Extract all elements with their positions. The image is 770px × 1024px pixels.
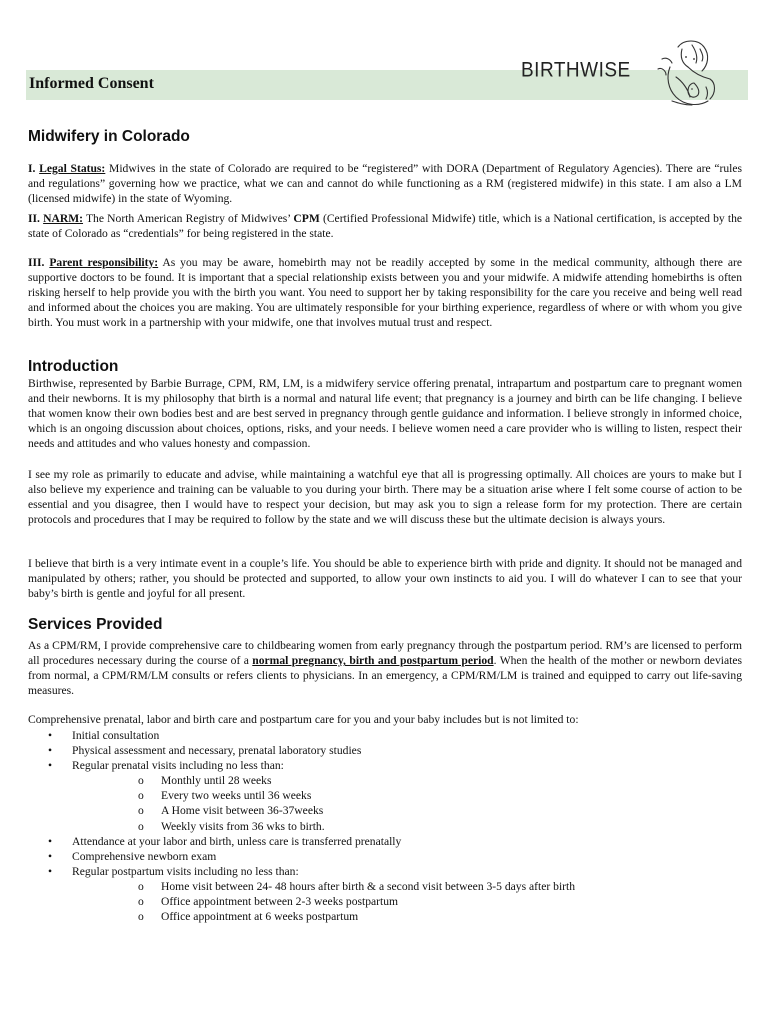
sub-list-item: o Monthly until 28 weeks [72,773,742,788]
list-item: • Physical assessment and necessary, prenatal laboratory studies [28,743,742,758]
intro-text-1: Birthwise, represented by Barbie Burrage, CPM, RM, LM, is a midwifery service offering prenatal, intrapartum and postpartum care to pregnant women and their newborns. It is my philosophy that birth is a normal and natural life event; that pregnancy is a journey and birth can be life changing. I believe that women know their own bodies best and are best served in pregnancy through gentle guidance and information. I believe strongly in informed choice, which is an ongoing discussion about choices, options, risks, and your needs. I believe women need a care provider who is willing to listen, respect their needs and attitudes and who values honesty and compassion. [28,377,742,451]
brand-name: BIRTHWISE [521,58,631,82]
parent-text: As you may be aware, homebirth may not be readily accepted by some in the medical community, although there are supportive doctors to be found. It is important that a special relationship exists between you and your midwife. A midwife attending homebirths is often risking herself to help provide you with the birth you want. You need to support her by taking responsibility for the care you receive and being well read and informed about the choices you are making. You are ultimately responsible for your birthing experience, regardless of where or with whom you give birth. You must work in a partnership with your midwife, one that involves mutual trust and respect. [28,256,742,330]
intro-text-3: I believe that birth is a very intimate event in a couple’s life. You should be able to experience birth with pride and dignity. It should not be managed and manipulated by others; rather, you should be protected and supported, to allow your own instincts to aid you. I will do whatever I can to see that your baby’s birth is gentle and joyful for all present. [28,557,742,601]
parent-label: Parent responsibility: [49,256,159,269]
intro-paragraph-1 [28,376,742,451]
sub-list-item: o A Home visit between 36-37weeks [72,803,742,818]
intro-text-2: I see my role as primarily to educate and advise, while maintaining a watchful eye that all is progressing optimally. All choices are yours to make but I also believe my experience and training can be valuable to you during your birth. There may be a situation arise where I felt some course of action to be essential and you disagree, then I would have to respect your decision, but may ask you to sign a release form for my protection. There are certain protocols and procedures that I may be required to follow by the state and we will discuss these but the ultimate decision is always yours. [28,468,742,527]
list-item: • Comprehensive newborn exam [28,849,742,864]
narm-text-2: (Certified Professional Midwife) title, which is a National certification, is accepted by the state of Colorado as “credentials” for being registered in the state. [28,212,743,241]
list-item: • Attendance at your labor and birth, unless care is transferred prenatally [28,834,742,849]
sub-list-item: o Office appointment between 2-3 weeks postpartum [72,894,742,909]
parent-number: III. [28,256,45,269]
services-list-intro-text: Comprehensive prenatal, labor and birth care and postpartum care for you and your baby includes but is not limited to: [28,713,579,726]
list-item: • Initial consultation [28,728,742,743]
legal-status-text: Midwives in the state of Colorado are required to be “registered” with DORA (Department of Regulatory Agencies). There are “rules and regulations” governing how we practice, what we can and cannot do while functioning as a RM (registered midwife) in this state. I am also a LM (licensed midwife) in the state of Wyoming. [28,162,743,206]
page-title: Informed Consent [29,75,154,92]
services-text-b: . When the health of the mother or newborn deviates from normal, a CPM/RM/LM consults or refers clients to physicians. In an emergency, a CPM/RM/LM is trained and equipped to carry out life-saving measures. [28,654,742,698]
services-paragraph [28,638,742,698]
intro-paragraph-2 [28,467,742,527]
narm-cpm: CPM [293,212,320,225]
sub-list-item: o Office appointment at 6 weeks postpartum [72,909,742,924]
sub-list-item: o Weekly visits from 36 wks to birth. [72,819,742,834]
sub-list-item: o Home visit between 24- 48 hours after birth & a second visit between 3-5 days after birth [72,879,742,894]
services-list [28,728,742,924]
narm-text-1: The North American Registry of Midwives’ [83,212,294,225]
list-item [28,758,742,833]
narm-paragraph [28,211,742,241]
postpartum-sublist [72,879,742,924]
services-bold-phrase: normal pregnancy, birth and postpartum period [252,654,494,668]
narm-label: NARM: [43,212,84,225]
narm-number: II. [28,212,40,225]
parent-responsibility-paragraph [28,255,742,330]
section-heading-colorado: Midwifery in Colorado [28,128,190,145]
list-item-text: Regular prenatal visits including no less than: [72,759,284,773]
prenatal-sublist [72,773,742,833]
sub-list-item: o Every two weeks until 36 weeks [72,788,742,803]
services-list-intro [28,712,742,727]
legal-status-label: Legal Status: [39,162,106,175]
list-item [28,864,742,924]
mother-and-baby-sketch-icon [648,37,722,109]
services-text-a: As a CPM/RM, I provide comprehensive care to childbearing women from early pregnancy through the postpartum period. RM’s are licensed to perform all procedures necessary during the course of a [28,639,742,668]
legal-status-paragraph [28,161,742,206]
intro-paragraph-3 [28,556,742,601]
header-band [26,70,748,100]
list-item-text: Regular postpartum visits including no less than: [72,864,299,878]
section-heading-services: Services Provided [28,616,163,633]
legal-status-number: I. [28,162,36,175]
section-heading-introduction: Introduction [28,358,119,375]
